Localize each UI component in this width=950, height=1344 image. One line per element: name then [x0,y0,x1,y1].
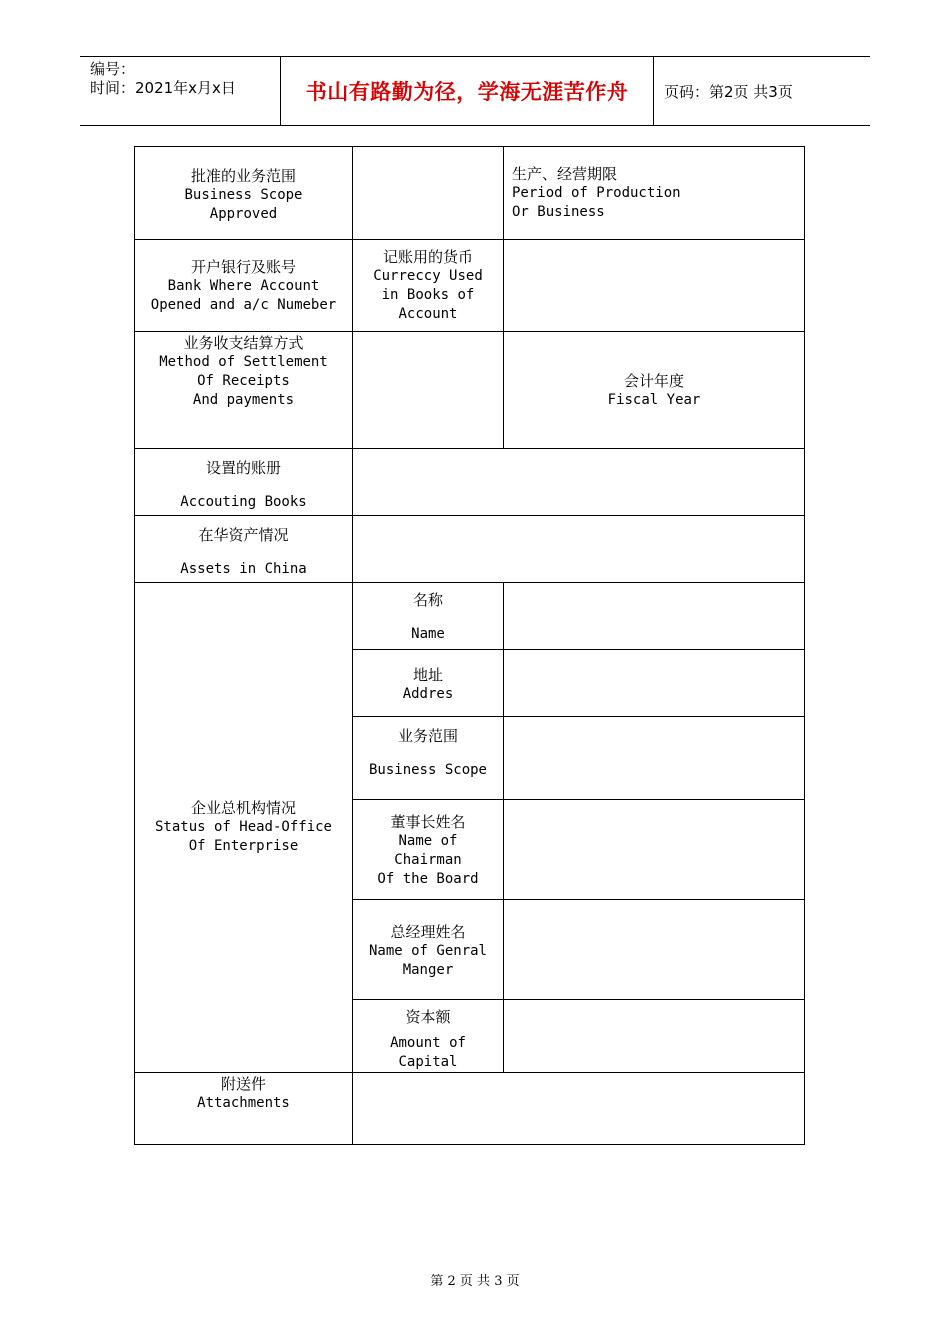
label-en: Accouting Books [180,494,307,510]
label-en: Bank Where Account Opened and a/c Numeber [150,278,337,313]
label-en: Addres [402,686,454,702]
label-manager [352,899,504,1000]
field-capital[interactable] [503,999,805,1073]
label-zh: 附送件 [220,1075,266,1093]
registration-form [134,146,805,1145]
label-zh: 资本额 [405,1008,451,1026]
field-manager[interactable] [503,899,805,1000]
label-zh: 董事长姓名 [390,813,466,831]
time-label: 时间：2021年x月x日 [90,79,236,97]
label-en: Name [411,626,445,642]
field-hq-scope[interactable] [503,716,805,800]
label-zh: 生产、经营期限 [512,165,618,183]
label-en: Amount of Capital [390,1035,466,1070]
label-zh: 设置的账册 [205,459,281,477]
label-hq-name [352,582,504,650]
field-business-scope[interactable] [352,146,504,240]
field-assets[interactable] [352,515,805,583]
field-attachments[interactable] [352,1072,805,1145]
label-chairman [352,799,504,900]
label-en: Name of Chairman Of the Board [377,833,479,887]
label-en: Status of Head-Office Of Enterprise [154,819,332,854]
label-currency [352,239,504,332]
header-motto: 书山有路勤为径，学海无涯苦作舟 [281,57,654,125]
field-settlement[interactable] [352,331,504,449]
label-en: Curreccy Used in Books of Account [373,268,483,322]
label-en: Method of Settlement Of Receipts And payments [159,354,328,408]
label-zh: 企业总机构情况 [190,799,296,817]
label-zh: 总经理姓名 [390,923,466,941]
label-zh: 在华资产情况 [198,526,289,544]
label-zh: 记账用的货币 [382,248,473,266]
field-books[interactable] [352,448,805,516]
label-zh: 地址 [412,666,443,684]
header-meta [80,57,281,125]
field-hq-address[interactable] [503,649,805,717]
label-zh: 业务范围 [397,727,458,745]
label-en: Period of Production Or Business [512,185,681,220]
label-head-office [134,582,353,1073]
label-bank [134,239,353,332]
label-period [503,146,805,240]
label-en: Name of Genral Manger [368,943,487,978]
label-capital [352,999,504,1073]
document-header [80,56,870,126]
label-attachments [134,1072,353,1145]
label-zh: 名称 [412,591,443,609]
header-page-info: 页码：第2页 共3页 [664,82,793,101]
label-en: Attachments [197,1095,290,1111]
label-zh: 开户银行及账号 [190,258,296,276]
serial-label: 编号： [90,60,136,78]
field-chairman[interactable] [503,799,805,900]
label-en: Fiscal Year [607,392,701,408]
label-en: Assets in China [180,561,307,577]
label-en: Business Scope [368,762,487,778]
label-hq-scope [352,716,504,800]
label-hq-address [352,649,504,717]
field-currency[interactable] [503,239,805,332]
field-hq-name[interactable] [503,582,805,650]
page-footer: 第 2 页 共 3 页 [430,1274,520,1289]
label-zh: 批准的业务范围 [190,167,296,185]
label-assets [134,515,353,583]
label-en: Business Scope Approved [184,187,303,222]
label-zh: 会计年度 [623,372,684,390]
label-books [134,448,353,516]
label-zh: 业务收支结算方式 [183,334,304,352]
label-settlement [134,331,353,449]
label-business-scope [134,146,353,240]
label-fiscal-year [503,331,805,449]
